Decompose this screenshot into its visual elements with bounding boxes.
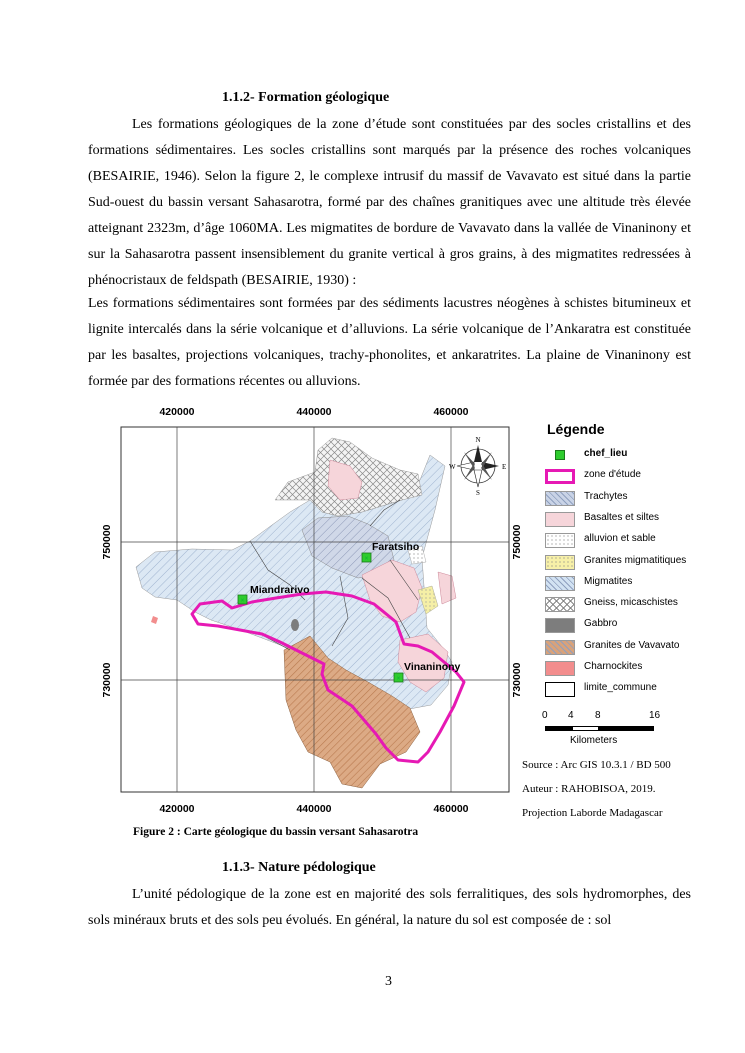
legend-swatch <box>545 512 575 527</box>
legend-title: Légende <box>547 421 605 437</box>
geologic-map <box>100 400 523 815</box>
legend-item <box>545 616 745 636</box>
section-title-pedologie: 1.1.3- Nature pédologique <box>222 860 376 875</box>
marker-miandrarivo <box>238 595 247 605</box>
legend-swatch <box>545 576 575 591</box>
legend-item <box>545 489 745 509</box>
x-tick-top-440000: 440000 <box>296 406 332 418</box>
legend-swatch <box>545 597 575 612</box>
scale-tick-0: 0 <box>542 710 548 721</box>
scale-tick-16: 16 <box>649 710 661 721</box>
legend-label: Gneiss, micaschistes <box>584 597 678 609</box>
legend-label: limite_commune <box>584 682 657 694</box>
legend-label: Charnockites <box>584 661 643 672</box>
svg-text:×: × <box>396 674 401 683</box>
label-miandrarivo: Miandrarivo <box>250 584 310 596</box>
legend-swatch <box>545 533 575 548</box>
legend-item <box>545 446 745 466</box>
legend-item <box>545 638 745 658</box>
label-vinaninony: Vinaninony <box>404 661 461 673</box>
south-label: S <box>476 489 480 497</box>
x-tick-bottom-460000: 460000 <box>433 803 469 815</box>
east-label: E <box>502 463 507 471</box>
y-tick-left-730000: 730000 <box>101 662 113 698</box>
paragraph-geologie-2: Les formations sédimentaires sont formées par des sédiments lacustres néogènes à schistes bitumineux et lignite intercalés dans la série volcanique et d’alluvions. La série volcanique de l’Ankaratra est constituée par les basaltes, projections volcaniques, trachy-phonolites, et ankaratrites. La plaine de Vinaninony est formée par des formations récentes ou alluvions. <box>88 296 691 389</box>
x-tick-top-420000: 420000 <box>159 406 195 418</box>
west-label: W <box>449 463 456 471</box>
svg-text:×: × <box>364 554 369 563</box>
legend-item <box>545 531 745 551</box>
legend-label: alluvion et sable <box>584 533 656 545</box>
legend-label: Gabbro <box>584 618 618 630</box>
legend-swatch <box>545 640 575 655</box>
legend-label: chef_lieu <box>584 448 628 459</box>
map-legend <box>542 418 745 758</box>
legend-label: Granites migmatitiques <box>584 554 687 566</box>
legend-label: Migmatites <box>584 575 633 587</box>
legend-item <box>545 595 745 615</box>
scale-tick-8: 8 <box>595 710 601 721</box>
legend-swatch <box>545 661 575 676</box>
gabbro-area <box>291 619 299 631</box>
x-tick-bottom-420000: 420000 <box>159 803 195 815</box>
legend-item <box>545 574 745 594</box>
legend-item <box>545 659 745 679</box>
legend-swatch <box>545 555 575 570</box>
y-tick-right-750000: 750000 <box>511 524 523 560</box>
legend-swatch <box>545 618 575 633</box>
svg-text:×: × <box>240 596 245 605</box>
x-tick-bottom-440000: 440000 <box>296 803 332 815</box>
scale-unit: Kilometers <box>570 735 618 746</box>
legend-item <box>545 680 745 700</box>
legend-item <box>545 510 745 530</box>
legend-item <box>545 467 745 487</box>
section-title-geologie: 1.1.2- Formation géologique <box>222 90 390 105</box>
x-tick-top-460000: 460000 <box>433 406 469 418</box>
paragraph-pedologie-1: L’unité pédologique de la zone est en majorité des sols ferralitiques, des sols hydromorphes, des sols minéraux bruts et des sols peu évolués. En général, la nature du sol est composée de : sol <box>88 887 691 928</box>
legend-swatch <box>545 682 575 697</box>
scale-tick-4: 4 <box>568 710 574 721</box>
marker-vinaninony <box>394 673 403 683</box>
y-tick-right-730000: 730000 <box>511 662 523 698</box>
figure-caption: Figure 2 : Carte géologique du bassin versant Sahasarotra <box>133 826 419 838</box>
map-source: Source : Arc GIS 10.3.1 / BD 500 <box>522 759 671 771</box>
legend-swatch <box>555 450 565 460</box>
legend-label: Trachytes <box>584 490 628 502</box>
y-tick-left-750000: 750000 <box>101 524 113 560</box>
scale-bar <box>542 710 675 750</box>
legend-label: zone d'étude <box>584 469 641 481</box>
north-label: N <box>475 436 481 444</box>
legend-swatch <box>545 491 575 506</box>
legend-swatch <box>545 469 575 484</box>
label-faratsiho: Faratsiho <box>372 541 420 553</box>
map-author: Auteur : RAHOBISOA, 2019. <box>522 783 656 795</box>
page-number: 3 <box>385 974 392 989</box>
legend-item <box>545 553 745 573</box>
marker-faratsiho <box>362 553 371 563</box>
legend-label: Basaltes et siltes <box>584 511 660 523</box>
legend-label: Granites de Vavavato <box>584 639 680 651</box>
paragraph-geologie-1: Les formations géologiques de la zone d’étude sont constituées par des socles cristallins et des formations sédimentaires. Les socles cristallins sont marqués par la présence des roches volcaniques (BESAIRIE, 1946). Selon la figure 2, le complexe intrusif du massif de Vavavato est situé dans la partie Sud-ouest du bassin versant Sahasarotra, formé par des chaînes granitiques avec une altitude très élevée atteignant 2323m, d’âge 1060MA. Les migmatites de bordure de Vavavato dans la vallée de Vinaninony et sur la Sahasarotra passent insensiblement du granite vertical à gros grains, à des migmatites redressées à phénocristaux de feldspath (BESAIRIE, 1930) : <box>88 117 691 288</box>
map-projection: Projection Laborde Madagascar <box>522 807 663 819</box>
